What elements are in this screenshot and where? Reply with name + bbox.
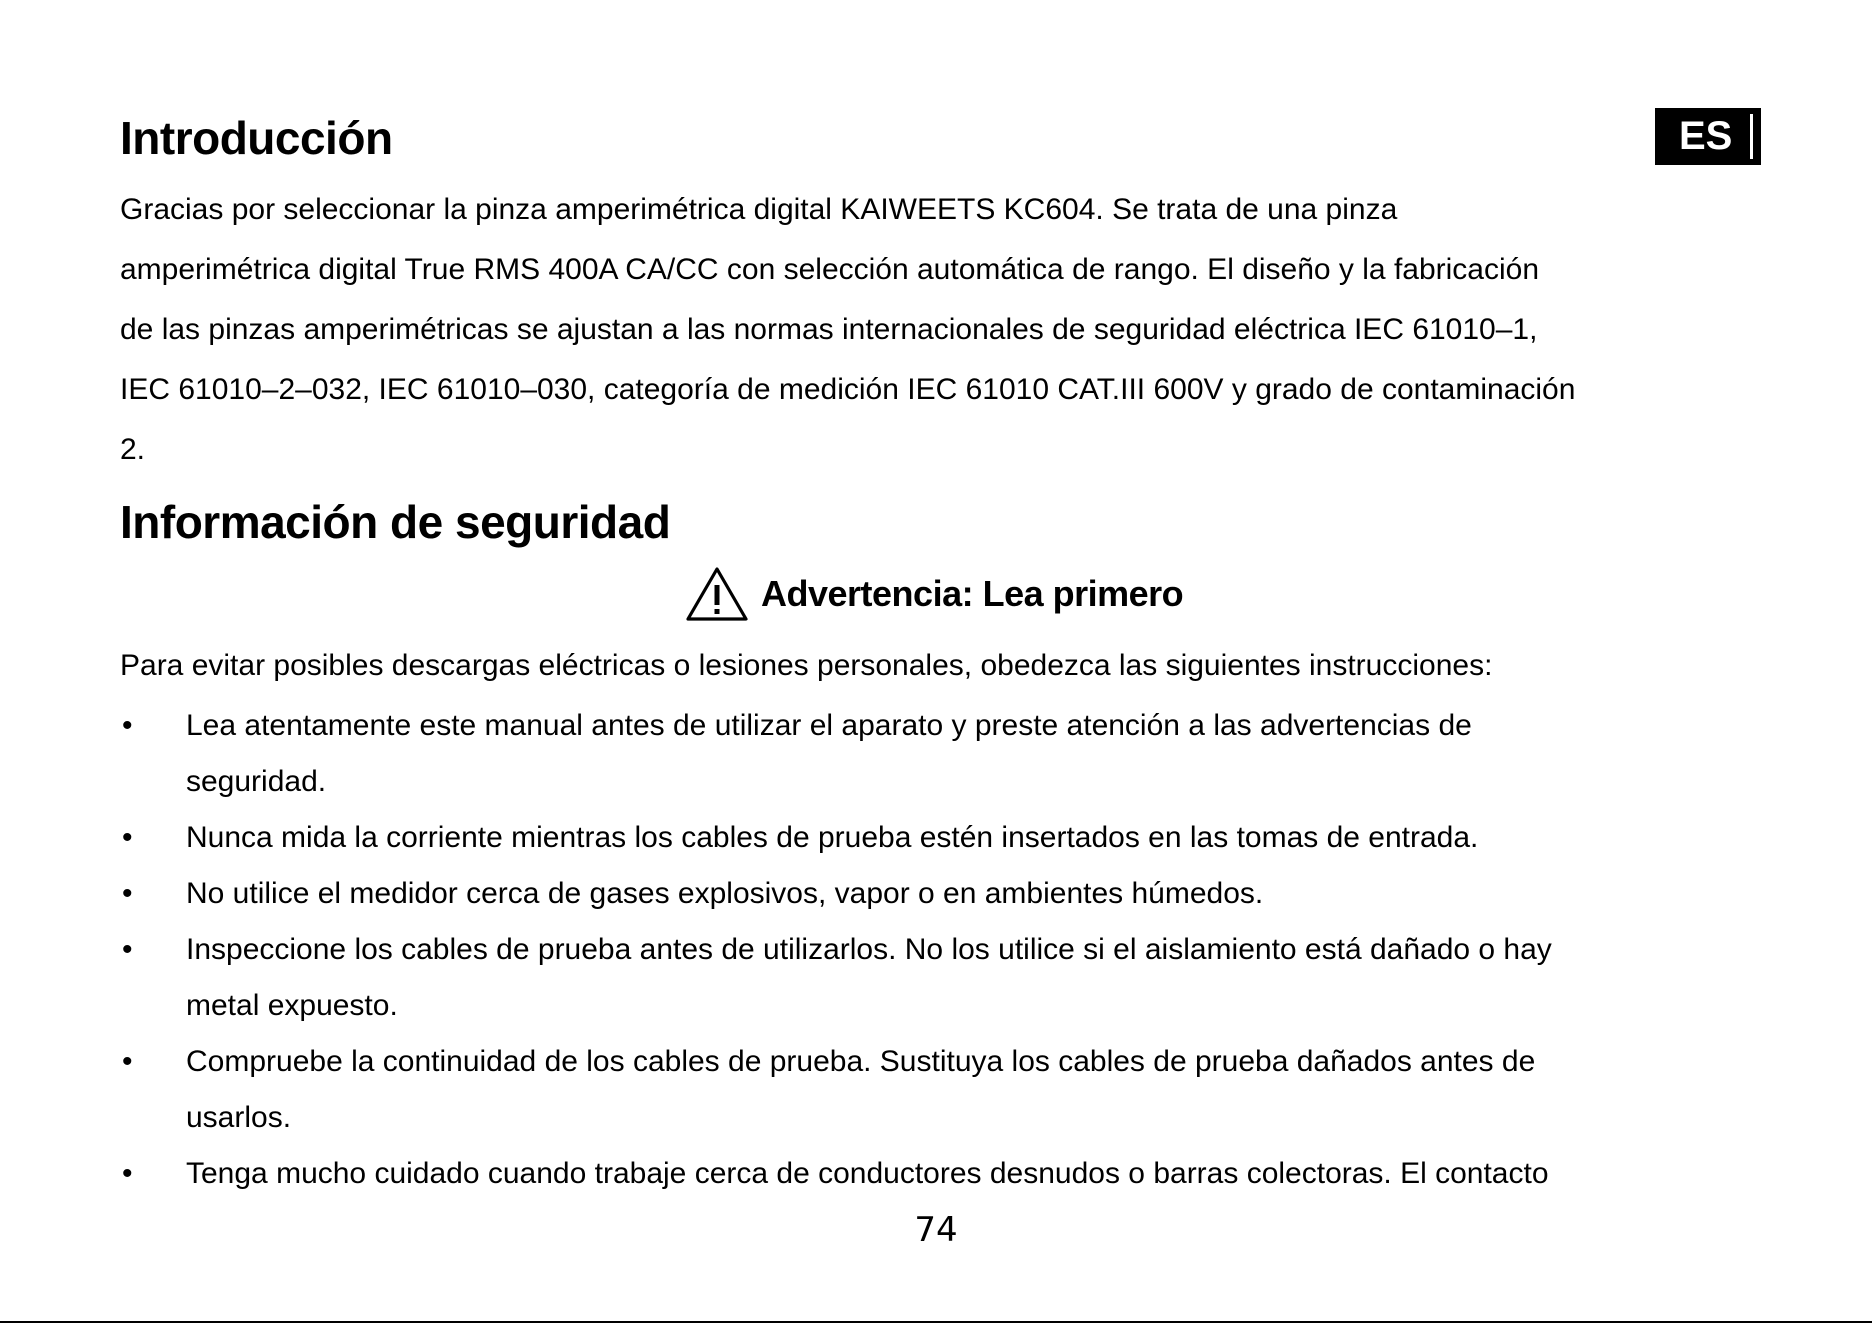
list-item — [120, 922, 1760, 1034]
intro-heading: Introducción — [120, 112, 393, 164]
list-item-line: No utilice el medidor cerca de gases explosivos, vapor o en ambientes húmedos. — [186, 877, 1264, 910]
language-badge-label: ES — [1679, 114, 1733, 158]
list-item-line: Lea atentamente este manual antes de utilizar el aparato y preste atención a las advertencias de — [186, 709, 1472, 742]
bullet-icon: • — [122, 933, 133, 966]
bullet-icon: • — [122, 877, 133, 910]
language-badge — [1655, 108, 1761, 165]
bullet-icon: • — [122, 821, 133, 854]
safety-lead-text: Para evitar posibles descargas eléctricas o lesiones personales, obedezca las siguientes instrucciones: — [120, 649, 1493, 682]
list-item — [120, 698, 1760, 810]
list-item-line: seguridad. — [186, 765, 327, 798]
list-item-line: metal expuesto. — [186, 989, 398, 1022]
list-item — [120, 810, 1760, 866]
list-item-line: Inspeccione los cables de prueba antes de utilizarlos. No los utilice si el aislamiento está dañado o hay — [186, 933, 1552, 966]
safety-instructions-list — [120, 698, 1760, 1202]
bullet-icon: • — [122, 709, 133, 742]
list-item-line: Compruebe la continuidad de los cables de prueba. Sustituya los cables de prueba dañados antes de — [186, 1045, 1536, 1078]
intro-paragraph — [120, 180, 1760, 480]
intro-line: amperimétrica digital True RMS 400A CA/CC con selección automática de rango. El diseño y la fabricación — [120, 253, 1540, 286]
bullet-icon: • — [122, 1045, 133, 1078]
warning-title-label: Advertencia: Lea primero — [761, 573, 1184, 614]
warning-title — [685, 566, 1183, 622]
safety-heading: Información de seguridad — [120, 496, 671, 548]
warning-triangle-icon — [685, 566, 749, 622]
bullet-icon: • — [122, 1157, 133, 1190]
intro-line: IEC 61010–2–032, IEC 61010–030, categoría de medición IEC 61010 CAT.III 600V y grado de contaminación — [120, 373, 1576, 406]
intro-line: Gracias por seleccionar la pinza amperimétrica digital KAIWEETS KC604. Se trata de una pinza — [120, 193, 1398, 226]
language-badge-notch — [1750, 114, 1753, 159]
list-item-line: Nunca mida la corriente mientras los cables de prueba estén insertados en las tomas de entrada. — [186, 821, 1479, 854]
page-number: 74 — [914, 1210, 958, 1250]
list-item-line: usarlos. — [186, 1101, 292, 1134]
list-item — [120, 866, 1760, 922]
bottom-divider — [0, 1321, 1872, 1323]
intro-line: 2. — [120, 433, 146, 466]
intro-line: de las pinzas amperimétricas se ajustan a las normas internacionales de seguridad eléctrica IEC 61010–1, — [120, 313, 1538, 346]
list-item — [120, 1146, 1760, 1202]
list-item-line: Tenga mucho cuidado cuando trabaje cerca de conductores desnudos o barras colectoras. El contacto — [186, 1157, 1549, 1190]
list-item — [120, 1034, 1760, 1146]
